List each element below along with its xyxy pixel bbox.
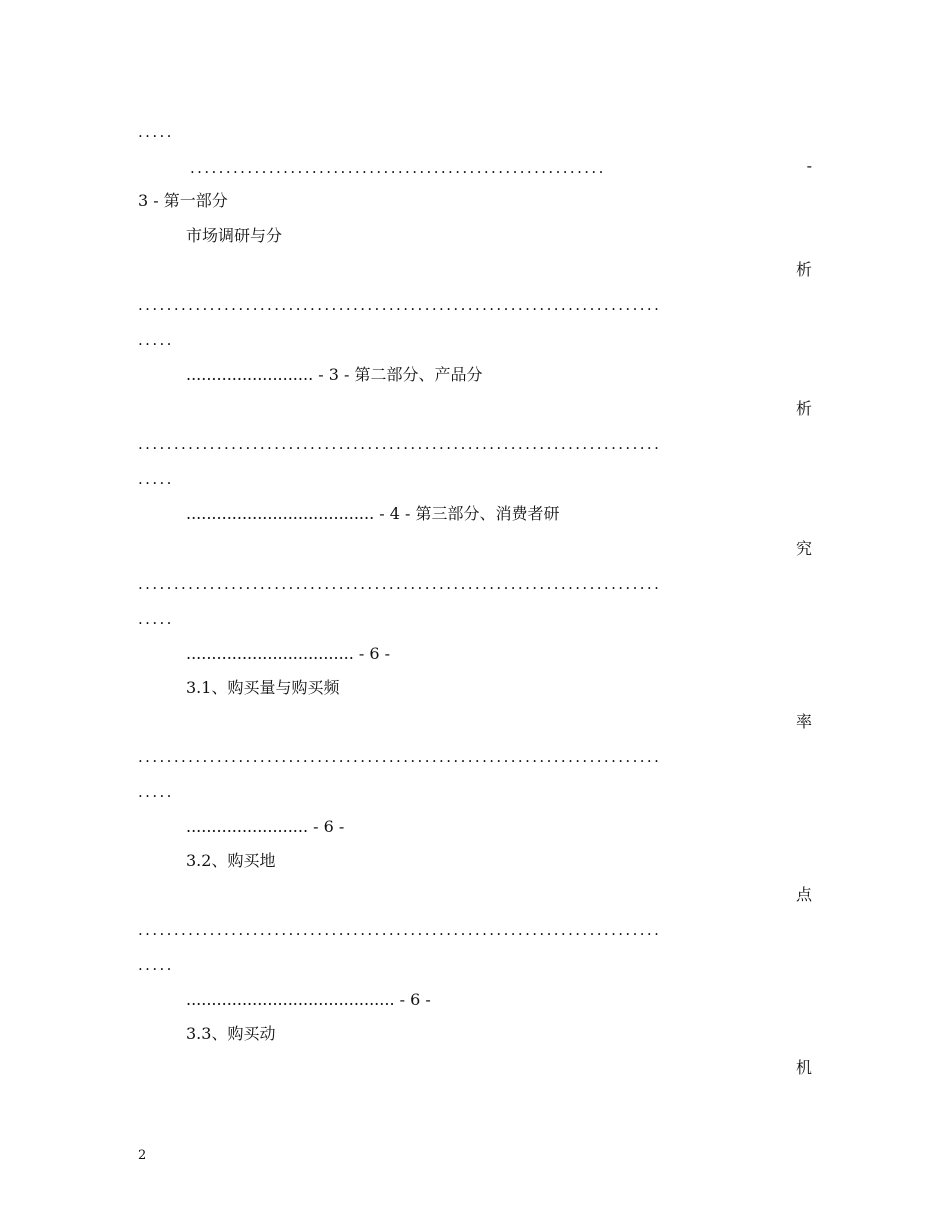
toc-dots-line: .....	[138, 610, 174, 628]
page-number: 2	[138, 1148, 147, 1163]
toc-entry-tail: 率	[795, 712, 812, 731]
toc-dots-line: .....	[138, 331, 174, 349]
toc-entry-tail: 机	[795, 1058, 812, 1077]
toc-dots-line: .....	[138, 470, 174, 488]
toc-entry-tail: 析	[795, 260, 812, 279]
toc-dots-line: .........................................................................	[138, 575, 662, 593]
toc-dots-line: .........................................................................	[138, 921, 662, 939]
toc-entry-text: 3 - 第一部分	[138, 191, 228, 210]
toc-dash: -	[806, 156, 812, 175]
toc-dots-line: .........................................................................	[138, 748, 662, 766]
toc-entry-tail: 析	[795, 399, 812, 418]
toc-dots-line: ..........................................................	[190, 159, 606, 177]
toc-entry-title: 市场调研与分	[186, 226, 283, 245]
toc-entry-text: ......................... - 3 - 第二部分、产品分	[186, 365, 483, 384]
toc-dots-line: .........................................................................	[138, 296, 662, 314]
toc-dots-line: .....	[138, 783, 174, 801]
toc-entry-title: 3.1、购买量与购买频	[186, 678, 340, 697]
toc-entry-text: ................................. - 6 -	[186, 644, 391, 663]
toc-entry-title: 3.2、购买地	[186, 851, 276, 870]
toc-entry-text: ........................ - 6 -	[186, 817, 345, 836]
toc-dots-line: .....	[138, 956, 174, 974]
toc-entry-tail: 究	[795, 539, 812, 558]
toc-entry-title: 3.3、购买动	[186, 1024, 276, 1043]
toc-entry-tail: 点	[795, 885, 812, 904]
toc-entry-text: ......................................... - 6 -	[186, 990, 431, 1009]
toc-dots-line: .....	[138, 123, 174, 141]
toc-dots-line: .........................................................................	[138, 435, 662, 453]
toc-entry-text: ..................................... - 4 - 第三部分、消费者研	[186, 504, 560, 523]
